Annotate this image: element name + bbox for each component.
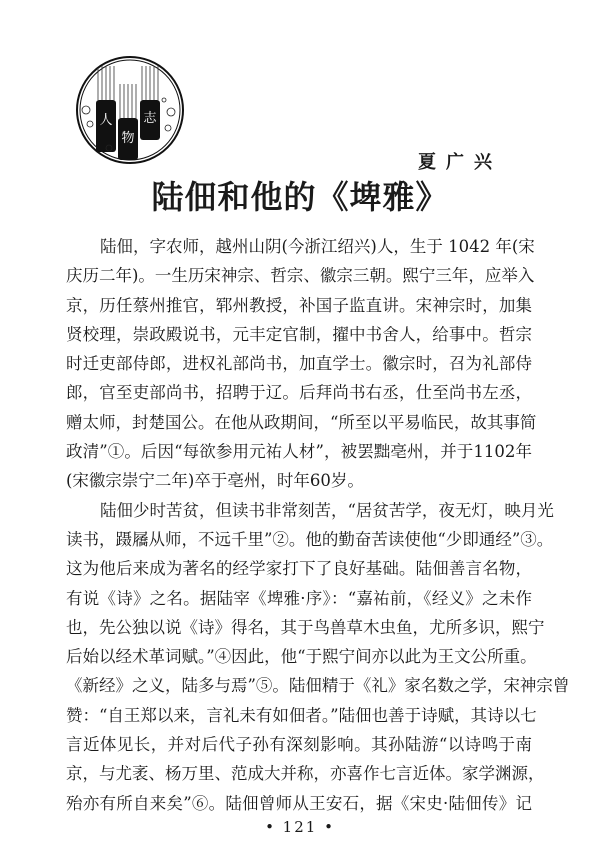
- text-line: 陆佃少时苦贫，但读书非常刻苦，“居贫苦学，夜无灯，映月光: [100, 500, 554, 520]
- text-line: 陆佃，字农师，越州山阴(今浙江绍兴)人，生于 1042 年(宋: [100, 237, 535, 256]
- text-line: 庆历二年)。一生历宋神宗、哲宗、徽宗三朝。熙宁三年，应举入: [66, 266, 535, 286]
- text-line: 也，先公独以说《诗》得名，其于鸟兽草木虫鱼，尤所多识，熙宁: [66, 617, 545, 637]
- text-line: 言近体见长，并对后代子孙有深刻影响。其孙陆游“以诗鸣于南: [66, 735, 532, 755]
- logo-char: 志: [143, 111, 157, 126]
- author-name: 夏广兴: [418, 152, 502, 173]
- page-number: • 121 •: [265, 818, 335, 836]
- text-line: 有说《诗》之名。据陆宰《埤雅·序》：“嘉祐前，《经义》之未作: [66, 588, 532, 608]
- logo-char: 物: [121, 131, 135, 146]
- text-line: 赞：“自王郑以来，言礼未有如佃者。”陆佃也善于诗赋，其诗以七: [66, 705, 537, 725]
- article-title: 陆佃和他的《埤雅》: [151, 178, 449, 216]
- logo-char: 人: [99, 113, 113, 128]
- text-line: 政清”①。后因“每欲参用元祐人材”，被罢黜亳州，并于1102年: [66, 442, 532, 462]
- text-line: 这为他后来成为著名的经学家打下了良好基础。陆佃善言名物，: [66, 559, 532, 579]
- text-line: 时迁吏部侍郎，进权礼部尚书，加直学士。徽宗时，召为礼部侍: [66, 354, 532, 374]
- text-line: 后始以经术革词赋。”④因此，他“于熙宁间亦以此为王文公所重。: [66, 647, 537, 667]
- text-line: 赠太师，封楚国公。在他从政期间，“所至以平易临民，故其事简: [66, 412, 537, 432]
- text-line: 贤校理，崇政殿说书，元丰定官制，擢中书舍人，给事中。哲宗: [66, 324, 532, 344]
- text-line: 读书，蹑屩从师，不远千里”②。他的勤奋苦读使他“少即通经”③。: [66, 529, 554, 549]
- text-line: 京，历任蔡州推官，郓州教授，补国子监直讲。宋神宗时，加集: [66, 295, 532, 315]
- text-line: (宋徽宗崇宁二年)卒于亳州，时年60岁。: [66, 471, 364, 491]
- text-line: 殆亦有所自来矣”⑥。陆佃曾师从王安石，据《宋史·陆佃传》记: [66, 793, 532, 813]
- column-logo: [74, 54, 186, 166]
- text-line: 郎，官至吏部尚书，招聘于辽。后拜尚书右丞，仕至尚书左丞，: [66, 383, 532, 403]
- text-line: 京，与尤袤、杨万里、范成大并称，亦喜作七言近体。家学渊源，: [66, 764, 545, 784]
- article-body: [66, 232, 570, 818]
- text-line: 《新经》之义，陆多与焉”⑤。陆佃精于《礼》家名数之学，宋神宗曾: [66, 676, 570, 696]
